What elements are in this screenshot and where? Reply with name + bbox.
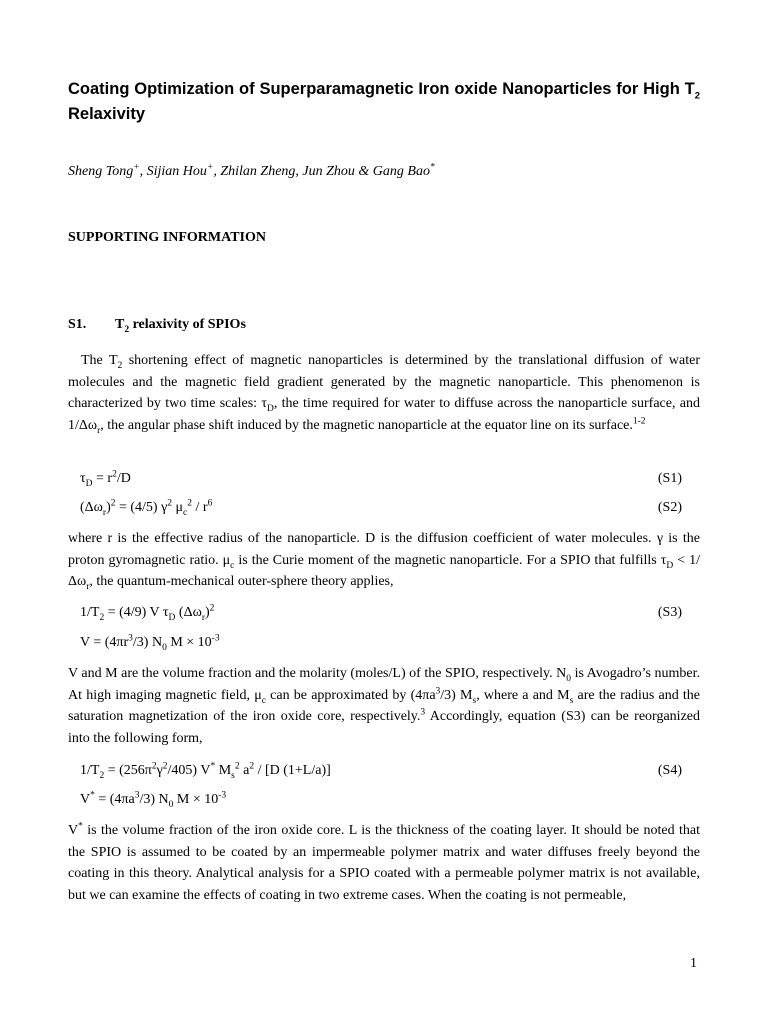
equation-s3 bbox=[80, 604, 682, 622]
text: , the time required for water to diffuse across the nanoparticle surface, and 1/Δω bbox=[68, 396, 700, 433]
author-list bbox=[68, 163, 700, 181]
eq-sub: D bbox=[168, 612, 176, 623]
eq-sup: 2 bbox=[187, 498, 193, 509]
eq-term: a bbox=[239, 763, 250, 778]
eq-sup: -3 bbox=[211, 633, 220, 644]
paragraph bbox=[68, 528, 700, 593]
eq-term: / r bbox=[192, 500, 208, 515]
eq-term: /3) N bbox=[139, 792, 169, 807]
eq-term: M × 10 bbox=[173, 792, 219, 807]
subscript: c bbox=[230, 560, 235, 571]
eq-sup: 3 bbox=[134, 790, 140, 801]
eq-sub: 0 bbox=[162, 642, 167, 653]
section-title: T bbox=[115, 317, 125, 332]
text: can be approximated by (4πa bbox=[265, 687, 436, 703]
text: , the angular phase shift induced by the magnetic nanoparticle at the equator line on its surface. bbox=[100, 417, 633, 433]
eq-sup: 2 bbox=[234, 761, 240, 772]
text: is the volume fraction of the iron oxide core. L is the thickness of the coating layer. It should be noted that the SPIO is assumed to be coated by an impermeable polymer matrix and water diffuses freely beyond the coating in this theory. Analytical analysis for a SPIO coated with a permeable polymer matrix is not available, but we can examine the effects of coating in two extreme cases. When the coating is not permeable, bbox=[68, 823, 700, 903]
subscript: 0 bbox=[566, 673, 572, 684]
section-title-sub: 2 bbox=[124, 324, 130, 335]
subscript: c bbox=[261, 695, 266, 706]
author-mark: + bbox=[133, 162, 140, 173]
text: where r is the effective radius of the nanoparticle. D is the diffusion coefficient of water molecules. γ is the proton gyromagnetic ratio. μ bbox=[68, 531, 700, 568]
text: < 1/Δω bbox=[68, 552, 700, 590]
eq-sub: r bbox=[102, 507, 107, 518]
author-name: Sheng Tong bbox=[68, 164, 134, 179]
equation-label: (S1) bbox=[657, 471, 682, 486]
section-number: S1. bbox=[68, 317, 87, 332]
text: is Avogadro’s number. At high imaging magnetic field, μ bbox=[68, 666, 701, 703]
eq-sup: -3 bbox=[218, 790, 227, 801]
eq-term: M bbox=[215, 763, 232, 778]
eq-term: (Δω bbox=[80, 500, 103, 515]
eq-term: ) bbox=[106, 500, 111, 515]
eq-term: = r bbox=[92, 471, 113, 486]
eq-term: γ bbox=[156, 763, 163, 778]
eq-sup: 2 bbox=[167, 498, 173, 509]
eq-sub: 0 bbox=[168, 799, 174, 810]
equation-label: (S2) bbox=[657, 500, 682, 515]
eq-sub: 2 bbox=[99, 770, 105, 781]
subscript: 2 bbox=[117, 360, 123, 371]
author-name: , Sijian Hou bbox=[139, 164, 207, 179]
eq-term: M × 10 bbox=[166, 635, 212, 650]
subscript: D bbox=[266, 403, 274, 414]
citation: 3 bbox=[420, 707, 426, 718]
eq-term: V bbox=[80, 792, 91, 807]
page-number: 1 bbox=[690, 956, 697, 971]
author-mark: + bbox=[206, 162, 214, 173]
eq-sub: 2 bbox=[99, 612, 105, 623]
paper-title bbox=[68, 77, 700, 127]
text: V bbox=[68, 823, 79, 838]
subscript: r bbox=[86, 581, 90, 592]
eq-sup: 3 bbox=[128, 633, 133, 644]
equation-s2 bbox=[80, 499, 682, 517]
eq-term: 1/T bbox=[80, 763, 100, 778]
eq-sup: 6 bbox=[207, 498, 213, 509]
eq-sup: 2 bbox=[110, 498, 116, 509]
title-text: Coating Optimization of Superparamagnetic Iron oxide Nanoparticles for High T bbox=[68, 80, 695, 98]
equation-s1 bbox=[80, 470, 682, 488]
author-name: , Zhilan Zheng, Jun Zhou & Gang Bao bbox=[213, 164, 430, 179]
paragraph bbox=[68, 820, 700, 906]
paragraph bbox=[68, 663, 700, 749]
eq-sub: c bbox=[183, 507, 188, 518]
eq-sup: * bbox=[90, 790, 95, 801]
text: is the Curie moment of the magnetic nanoparticle. For a SPIO that fulfills τ bbox=[234, 552, 667, 568]
equation-s4 bbox=[80, 762, 682, 780]
eq-term: /3) N bbox=[132, 635, 163, 650]
paragraph bbox=[68, 350, 700, 436]
superscript: * bbox=[78, 821, 83, 832]
equation-label: (S4) bbox=[657, 763, 682, 778]
eq-term: μ bbox=[172, 500, 184, 515]
eq-term: = (4/5) γ bbox=[115, 500, 168, 515]
eq-sub: r bbox=[201, 612, 205, 623]
text: shortening effect of magnetic nanoparticles is determined by the translational diffusion of water molecules and the magnetic field gradient generated by the magnetic nanoparticle. This phenomenon is characterized by two time scales: τ bbox=[68, 353, 700, 412]
eq-sup: * bbox=[210, 761, 216, 772]
eq-term: 1/T bbox=[80, 605, 100, 620]
text: , where a and M bbox=[476, 687, 570, 703]
text: V and M are the volume fraction and the molarity (moles/L) of the SPIO, respectively. N bbox=[68, 666, 567, 681]
eq-sub: s bbox=[231, 770, 235, 781]
eq-sup: 2 bbox=[151, 761, 157, 772]
text: are the radius and the saturation magnetization of the iron oxide core, respectively. bbox=[68, 687, 701, 725]
eq-term: / [D (1+L/a)] bbox=[254, 763, 331, 778]
text: /3) M bbox=[440, 687, 473, 703]
title-text-end: Relaxivity bbox=[68, 105, 146, 123]
supporting-heading: SUPPORTING INFORMATION bbox=[68, 230, 266, 245]
subscript: s bbox=[472, 695, 477, 706]
equation-v bbox=[80, 634, 682, 652]
eq-sup: 2 bbox=[209, 603, 215, 614]
subscript: r bbox=[97, 425, 101, 436]
eq-sup: 2 bbox=[249, 761, 255, 772]
eq-sup: 2 bbox=[162, 761, 168, 772]
equation-label: (S3) bbox=[657, 605, 682, 620]
subscript: s bbox=[569, 695, 574, 706]
citation: 1-2 bbox=[632, 416, 646, 427]
author-mark: * bbox=[429, 162, 435, 173]
eq-term: V = (4πr bbox=[80, 635, 129, 650]
eq-term: ) bbox=[204, 605, 210, 620]
eq-term: = (4πa bbox=[94, 792, 135, 807]
eq-term: (Δω bbox=[175, 605, 202, 620]
section-heading bbox=[68, 316, 246, 334]
text: , the quantum-mechanical outer-sphere theory applies, bbox=[89, 574, 394, 590]
eq-term: = (4/9) V τ bbox=[104, 605, 169, 620]
text: Accordingly, equation (S3) can be reorganized into the following form, bbox=[68, 709, 701, 746]
superscript: 3 bbox=[435, 685, 441, 696]
title-subscript: 2 bbox=[694, 90, 700, 102]
text: The T bbox=[81, 353, 118, 368]
eq-sup: 2 bbox=[112, 469, 117, 480]
subscript: D bbox=[666, 560, 674, 571]
eq-sub: D bbox=[85, 478, 93, 489]
eq-term: /D bbox=[116, 471, 131, 486]
eq-term: = (256π bbox=[104, 763, 152, 778]
equation-vstar bbox=[80, 791, 682, 809]
eq-term: /405) V bbox=[167, 763, 211, 778]
eq-term: τ bbox=[80, 471, 86, 486]
section-title-end: relaxivity of SPIOs bbox=[129, 317, 246, 332]
